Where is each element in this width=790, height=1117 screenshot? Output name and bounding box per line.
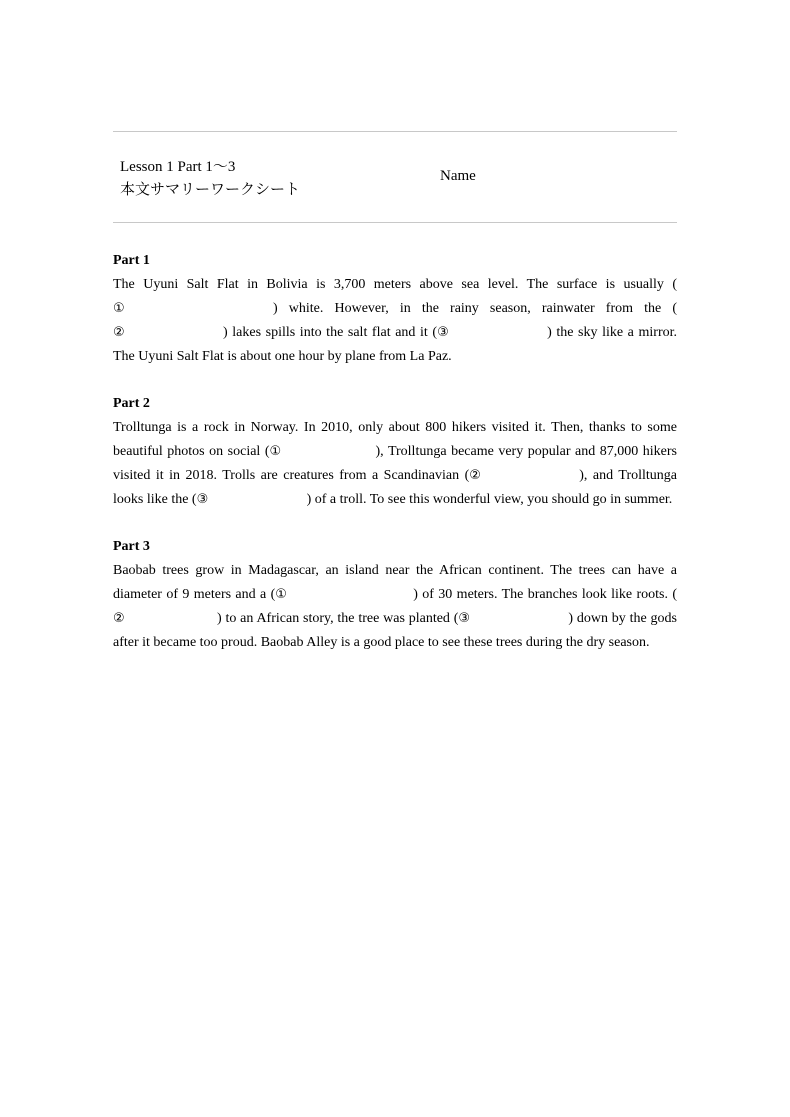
part-2-segment: ), and Trolltunga looks like the (	[113, 468, 677, 507]
blank-number: ②	[113, 325, 125, 340]
part-2-section	[113, 392, 677, 512]
part-3-segment: ) of 30 meters. The branches look like roots. (	[413, 587, 678, 602]
part-2-blank-2[interactable]	[469, 464, 579, 488]
part-3-section	[113, 535, 677, 655]
part-3-segment: ) down by the gods after it became too proud. Baobab Alley is a good place to see these trees during the dry season.	[113, 611, 677, 650]
part-1-blank-1[interactable]	[113, 297, 273, 321]
part-2-text	[113, 416, 677, 512]
part-2-segment: ), Trolltunga became very popular and 87,000 hikers visited it in 2018. Trolls are creatures from a Scandinavian (	[113, 444, 678, 483]
blank-number: ①	[269, 444, 282, 459]
part-1-blank-2[interactable]	[113, 321, 223, 345]
part-2-segment: ) of a troll. To see this wonderful view, you should go in summer.	[306, 492, 673, 507]
blank-number: ③	[196, 492, 209, 507]
blank-number: ②	[113, 611, 125, 626]
blank-number: ①	[113, 301, 125, 316]
name-label: Name	[440, 168, 476, 184]
worksheet-content	[113, 249, 677, 678]
part-2-blank-3[interactable]	[197, 488, 307, 512]
part-1-text	[113, 273, 677, 369]
part-2-title: Part 2	[113, 396, 150, 411]
lesson-heading	[120, 156, 300, 200]
blank-number: ②	[469, 468, 481, 483]
part-3-segment: ) to an African story, the tree was planted (	[217, 611, 459, 626]
blank-number: ③	[437, 325, 449, 340]
part-2-blank-1[interactable]	[270, 440, 376, 464]
blank-number: ③	[458, 611, 471, 626]
part-1-blank-3[interactable]	[437, 321, 547, 345]
part-3-title: Part 3	[113, 539, 150, 554]
part-1-section	[113, 249, 677, 369]
part-2-segment: Trolltunga is a rock in Norway. In 2010, only about 800 hikers visited it. Then, thanks to some beautiful photos on social (	[113, 420, 677, 459]
part-1-segment: ) white. However, in the rainy season, rainwater from the (	[273, 301, 677, 316]
blank-number: ①	[275, 587, 287, 602]
part-3-blank-3[interactable]	[458, 607, 568, 631]
part-3-blank-1[interactable]	[275, 583, 413, 607]
part-3-segment: Baobab trees grow in Madagascar, an island near the African continent. The trees can have a diameter of 9 meters and a (	[113, 563, 677, 602]
part-1-segment: ) lakes spills into the salt flat and it (	[223, 325, 438, 340]
part-1-segment: The Uyuni Salt Flat in Bolivia is 3,700 meters above sea level. The surface is usually (	[113, 277, 677, 292]
lesson-title: Lesson 1 Part 1～3	[120, 159, 236, 175]
worksheet-header	[113, 131, 677, 223]
part-3-text	[113, 559, 677, 655]
part-3-blank-2[interactable]	[113, 607, 217, 631]
worksheet-subtitle: 本文サマリーワークシート	[120, 180, 301, 198]
part-1-segment: ) the sky like a mirror. The Uyuni Salt Flat is about one hour by plane from La Paz.	[113, 325, 677, 364]
part-1-title: Part 1	[113, 253, 150, 268]
